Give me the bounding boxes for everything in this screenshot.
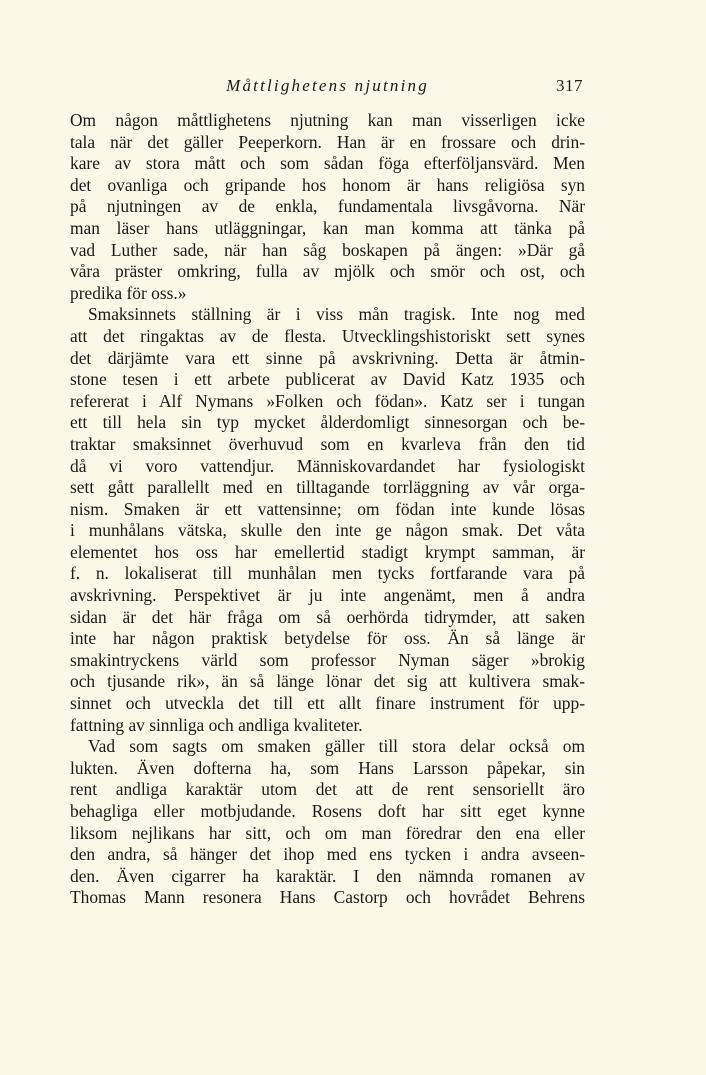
text-line: Om någon måttlighetens njutning kan man visserligen icke (70, 110, 585, 130)
text-line: och tjusande rik», än så länge lönar det sig att kultivera smak- (70, 671, 585, 692)
text-line: avskrivning. Perspektivet är ju inte angenämt, men å andra (70, 585, 585, 606)
text-line: kare av stora mått och som sådan föga efterföljansvärd. Men (70, 153, 585, 174)
text-line: lukten. Även dofterna ha, som Hans Larsson påpekar, sin (70, 757, 585, 778)
text-line: f. n. lokaliserat till munhålan men tycks fortfarande vara på (70, 563, 585, 584)
running-title: Måttlighetens njutning (226, 76, 429, 95)
text-line: Thomas Mann resonera Hans Castorp och hovrådet Behrens (70, 887, 585, 908)
text-line: liksom nejlikans har sitt, och om man föredrar den ena eller (70, 822, 585, 843)
page-number: 317 (556, 76, 583, 95)
text-line: behagliga eller motbjudande. Rosens doft har sitt eget kynne (70, 801, 585, 821)
text-line: Smaksinnets ställning är i viss mån tragisk. Inte nog med (88, 304, 585, 325)
text-line: elementet hos oss har emellertid stadigt krympt samman, är (70, 541, 585, 562)
text-line: traktar smaksinnet överhuvud som en kvarleva från den tid (70, 433, 585, 454)
text-line: inte har någon praktisk betydelse för oss. Än så länge är (70, 628, 585, 649)
text-line: man läser hans utläggningar, kan man komma att tänka på (70, 217, 585, 238)
body-text (70, 110, 585, 909)
text-line: sinnet och utveckla det till ett allt finare instrument för upp- (70, 693, 585, 714)
text-line: stone tesen i ett arbete publicerat av David Katz 1935 och (70, 369, 585, 390)
page-header (70, 72, 585, 98)
text-line: fattning av sinnliga och andliga kvaliteter. (70, 714, 363, 735)
text-line: refererat i Alf Nymans »Folken och födan». Katz ser i tungan (70, 390, 585, 411)
text-line: det ovanliga och gripande hos honom är hans religiösa syn (70, 174, 585, 195)
text-line: tala när det gäller Peeperkorn. Han är en frossare och drin- (70, 131, 585, 152)
text-line: smakintryckens värld som professor Nyman säger »brokig (70, 649, 585, 670)
text-line: det därjämte vara ett sinne på avskrivning. Detta är åtmin- (70, 347, 585, 368)
text-line: sett gått parallellt med en tilltagande torrläggning av vår orga- (70, 477, 585, 498)
text-line: att det ringaktas av de flesta. Utvecklingshistoriskt sett synes (70, 325, 585, 346)
text-line: då vi voro vattendjur. Människovardandet har fysiologiskt (70, 455, 585, 476)
text-line: ett till hela sin typ mycket ålderdomligt sinnesorgan och be- (70, 412, 585, 433)
text-line: våra präster omkring, fulla av mjölk och smör och ost, och (70, 261, 585, 282)
text-line: den andra, så hänger det ihop med ens tycken i andra avseen- (70, 844, 585, 865)
text-line: Vad som sagts om smaken gäller till stora delar också om (88, 736, 585, 757)
text-line: predika för oss.» (70, 282, 187, 303)
text-line: på njutningen av de enkla, fundamentala livsgåvorna. När (70, 196, 585, 217)
text-line: i munhålans vätska, skulle den inte ge någon smak. Det våta (70, 520, 585, 541)
text-line: sidan är det här fråga om så oerhörda tidrymder, att saken (70, 606, 585, 627)
text-line: den. Även cigarrer ha karaktär. I den nämnda romanen av (70, 865, 585, 886)
text-line: nism. Smaken är ett vattensinne; om födan inte kunde lösas (70, 498, 585, 519)
text-line: rent andliga karaktär utom det att de rent sensoriellt äro (70, 779, 585, 800)
text-line: vad Luther sade, när han såg boskapen på ängen: »Där gå (70, 239, 585, 260)
